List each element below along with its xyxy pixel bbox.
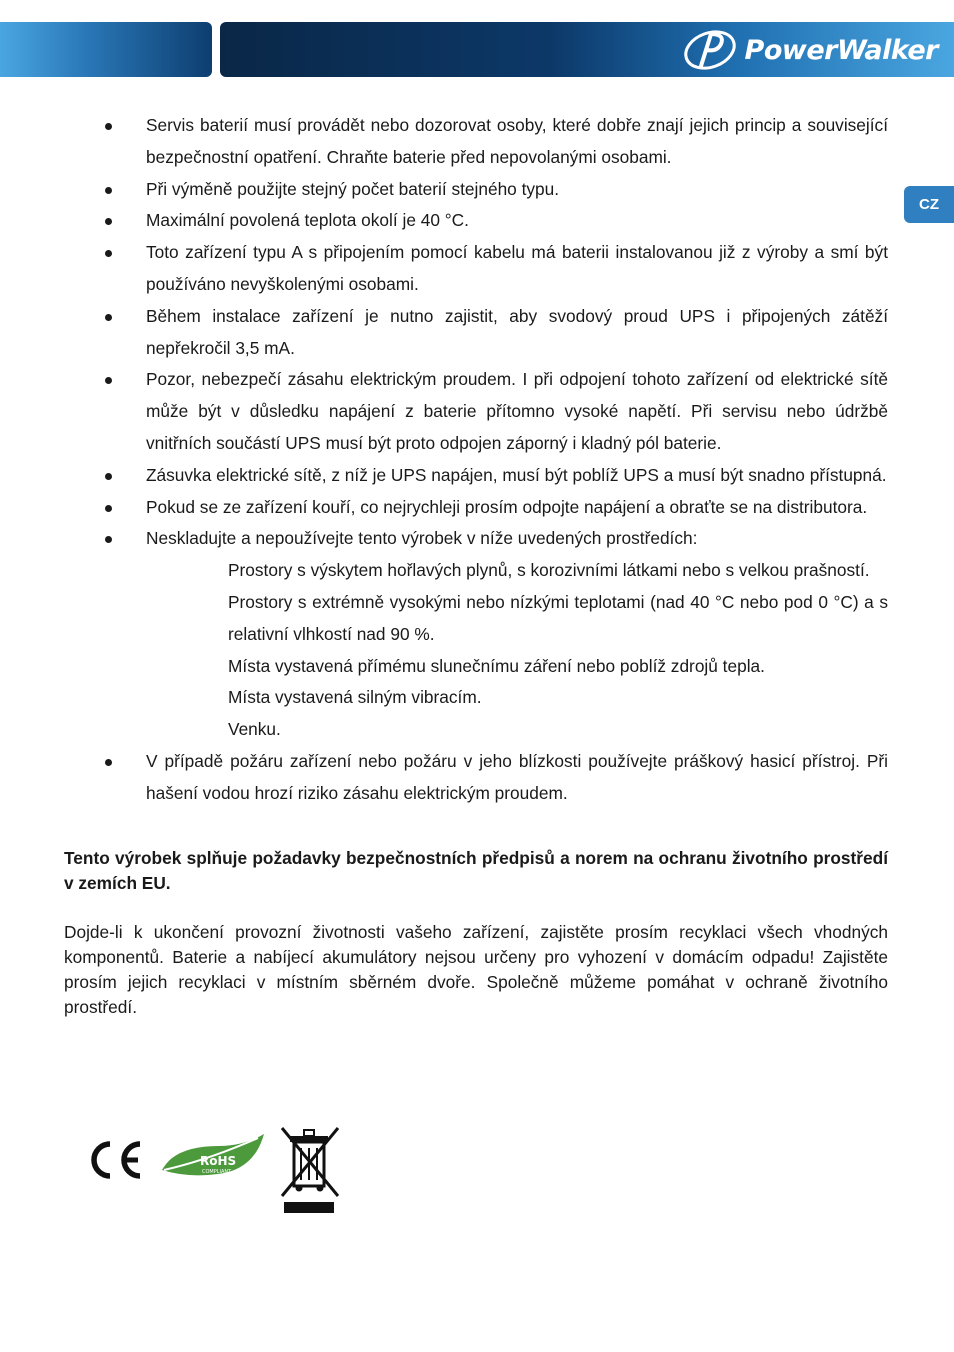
header-band-left	[0, 22, 212, 77]
list-item: Při výměně použijte stejný počet baterií stejného typu.	[64, 174, 888, 206]
list-item: Během instalace zařízení je nutno zajistit, aby svodový proud UPS i připojených zátěží nepřekročil 3,5 mA.	[64, 301, 888, 365]
list-item: V případě požáru zařízení nebo požáru v jeho blízkosti používejte práškový hasicí přístroj. Při hašení vodou hrozí riziko zásahu elektrickým proudem.	[64, 746, 888, 810]
ce-mark-icon	[84, 1138, 146, 1182]
recycling-paragraph: Dojde-li k ukončení provozní životnosti vašeho zařízení, zajistěte prosím recyklaci všech vhodných komponentů. Baterie a nabíjecí akumulátory nejsou určeny pro vyhození v domácím odpadu! Zajistěte prosím jejich recyklaci v místním sběrném dvoře. Společně můžeme pomáhat v ochraně životního prostředí.	[64, 921, 888, 1017]
list-item: Neskladujte a nepoužívejte tento výrobek v níže uvedených prostředích: Prostory s výskytem hořlavých plynů, s korozivními látkami nebo s velkou prašností. Prostory s extrémně vysokými nebo nízkými teplotami (nad 40 °C nebo pod 0 °C) a s relativní vlhkostí nad 90 %. Místa vystavená přímému slunečnímu záření nebo poblíž zdrojů tepla. Místa vystavená silným vibracím. Venku.	[64, 523, 888, 746]
eu-compliance-notice: Tento výrobek splňuje požadavky bezpečnostních předpisů a norem na ochranu životního prostředí v zemích EU.	[64, 847, 888, 893]
weee-crossed-bin-icon	[280, 1126, 342, 1218]
sublist-item: Venku.	[228, 719, 281, 740]
bullet-icon	[105, 536, 112, 543]
bullet-icon	[105, 505, 112, 512]
certification-marks	[84, 1126, 354, 1218]
list-item: Pozor, nebezpečí zásahu elektrickým proudem. I při odpojení tohoto zařízení od elektrické sítě může být v důsledku napájení z baterie přítomno vysoké napětí. Při servisu nebo údržbě vnitřních součástí UPS musí být proto odpojen záporný i kladný pól baterie.	[64, 364, 888, 459]
powerwalker-swirl-icon	[681, 28, 739, 72]
rohs-leaf-icon	[158, 1130, 268, 1180]
list-item: Pokud se ze zařízení kouří, co nejrychleji prosím odpojte napájení a obraťte se na distributora.	[64, 492, 888, 524]
language-tab[interactable]: CZ	[904, 186, 954, 223]
bullet-icon	[105, 123, 112, 130]
bullet-icon	[105, 187, 112, 194]
bullet-icon	[105, 314, 112, 321]
rohs-sublabel: COMPLIANT	[202, 1169, 232, 1175]
list-item: Toto zařízení typu A s připojením pomocí kabelu má baterii instalovanou již z výroby a smí být používáno nevyškolenými osobami.	[64, 237, 888, 301]
sublist-item: Prostory s extrémně vysokými nebo nízkými teplotami (nad 40 °C nebo pod 0 °C) a s relativní vlhkostí nad 90 %.	[228, 591, 888, 644]
list-item: Zásuvka elektrické sítě, z níž je UPS napájen, musí být poblíž UPS a musí být snadno přístupná.	[64, 460, 888, 492]
environment-sublist	[146, 555, 888, 746]
brand-name: PowerWalker	[744, 34, 938, 66]
sublist-item: Místa vystavená přímému slunečnímu záření nebo poblíž zdrojů tepla.	[228, 655, 765, 676]
sublist-item: Místa vystavená silným vibracím.	[228, 687, 482, 708]
bullet-icon	[105, 218, 112, 225]
brand-logo	[681, 28, 938, 72]
list-item: Servis baterií musí provádět nebo dozorovat osoby, které dobře znají jejich princip a související bezpečnostní opatření. Chraňte baterie před nepovolanými osobami.	[64, 110, 888, 174]
document-body	[64, 110, 888, 1020]
sublist-item: Prostory s výskytem hořlavých plynů, s korozivními látkami nebo s velkou prašností.	[228, 560, 870, 581]
list-item: Maximální povolená teplota okolí je 40 °C.	[64, 205, 888, 237]
safety-list	[64, 110, 888, 810]
bullet-icon	[105, 250, 112, 257]
bullet-icon	[105, 759, 112, 766]
bullet-icon	[105, 473, 112, 480]
rohs-label: RoHS	[200, 1154, 237, 1168]
bullet-icon	[105, 377, 112, 384]
